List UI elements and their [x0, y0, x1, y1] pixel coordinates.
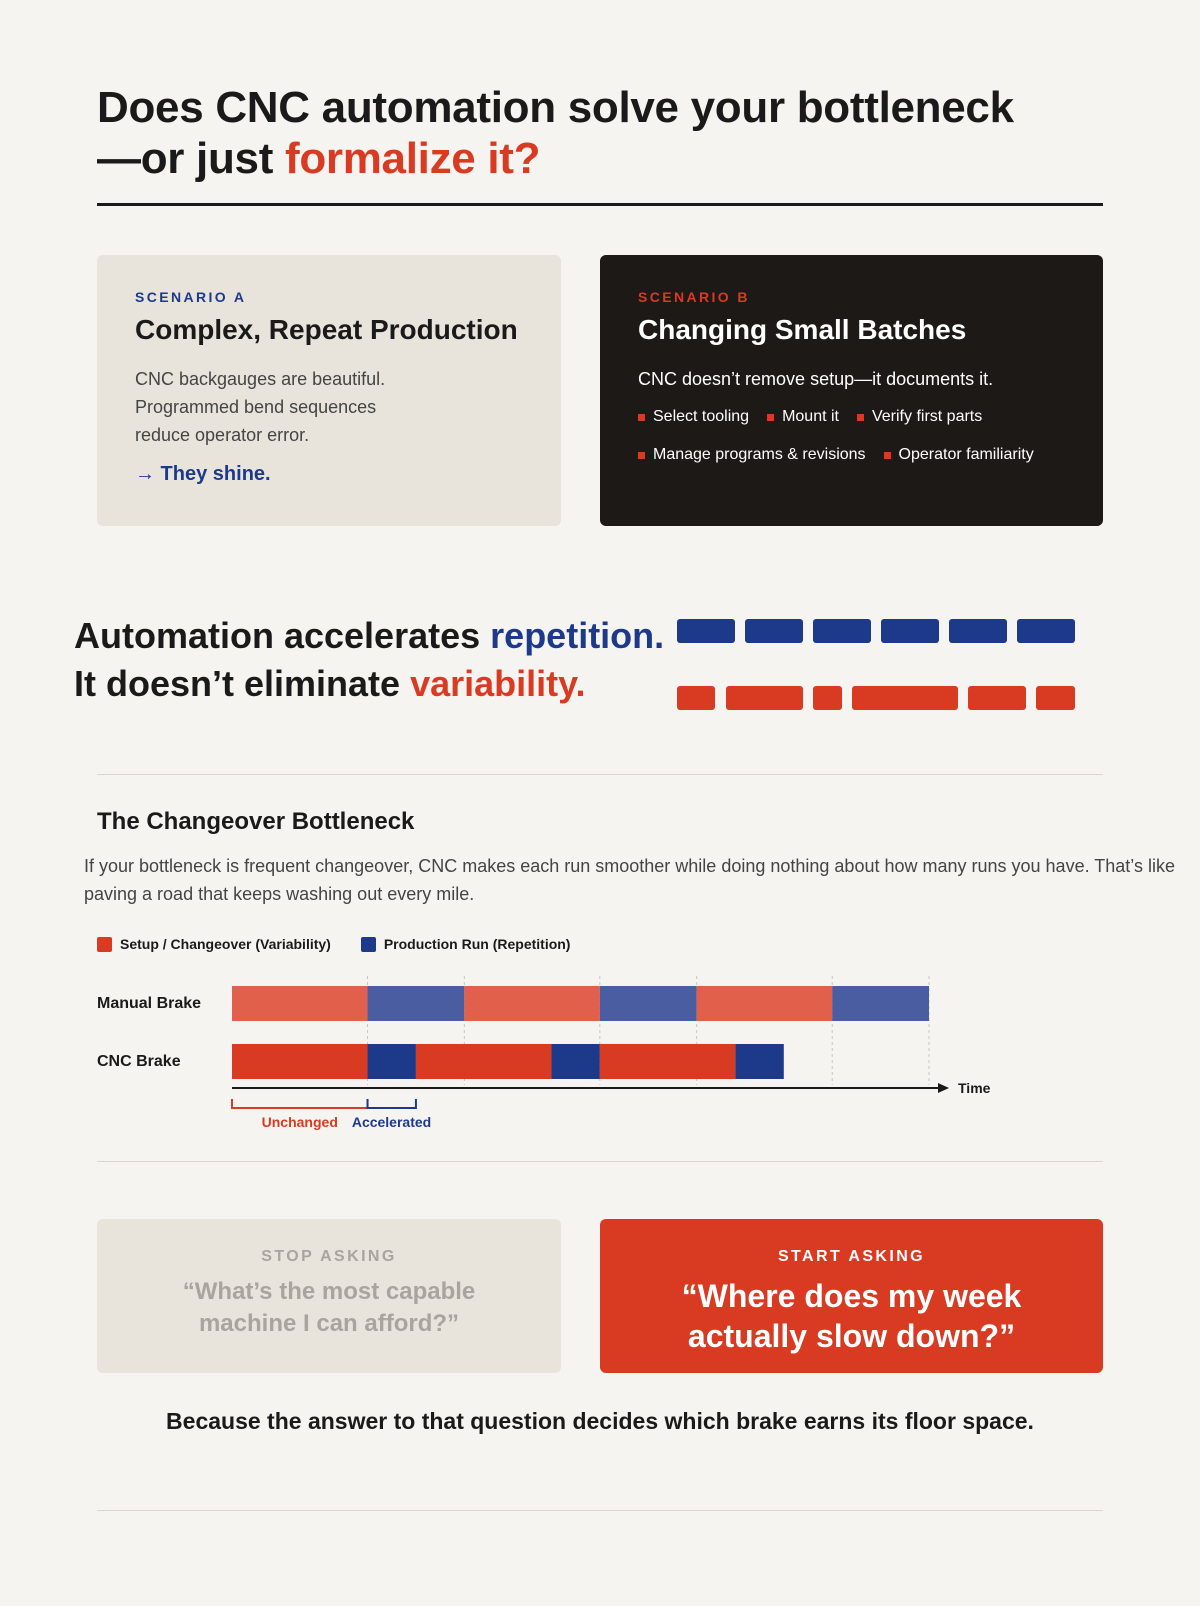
scenario-a-conclusion: → They shine. — [135, 463, 271, 485]
scenario-b-body: CNC doesn’t remove setup—it documents it. — [638, 369, 994, 389]
changeover-body: If your bottleneck is frequent changeover, CNC makes each run smoother while doing nothing about how many runs you have. That’s like paving a road that keeps washing out every mile. — [84, 856, 1175, 904]
tagline-line-2-prefix: It doesn’t eliminate — [74, 663, 411, 704]
tag-label: Mount it — [782, 408, 839, 425]
setup-bar-cnc — [416, 1044, 552, 1079]
run-bar-cnc — [368, 1044, 416, 1079]
run-bar-cnc — [735, 1044, 783, 1079]
annotation-unchanged: Unchanged — [261, 1114, 338, 1130]
run-bar-manual — [600, 986, 697, 1021]
scenario-a-body: CNC backgauges are beautiful. Programmed bend sequences reduce operator error. — [135, 369, 386, 445]
setup-bar-cnc — [232, 1044, 368, 1079]
title-line-2-prefix: —or just — [97, 134, 285, 183]
section-divider — [97, 1161, 1103, 1162]
time-axis-arrow-icon — [938, 1083, 949, 1093]
chart-brackets — [232, 1099, 416, 1108]
legend-label-setup: Setup / Changeover (Variability) — [120, 936, 331, 952]
title-line-1: Does CNC automation solve your bottleneck — [97, 83, 1014, 132]
run-bar-manual — [832, 986, 929, 1021]
scenario-b-title: Changing Small Batches — [638, 314, 967, 345]
stop-asking-question: “What’s the most capable machine I can afford?” — [182, 1278, 476, 1337]
setup-bar-manual — [464, 986, 600, 1021]
tag-label: Verify first parts — [871, 408, 983, 425]
run-bar-manual — [368, 986, 465, 1021]
bracket-accelerated — [368, 1099, 416, 1108]
row-label-manual: Manual Brake — [97, 995, 202, 1012]
row-label-cnc: CNC Brake — [97, 1053, 181, 1070]
time-axis-label: Time — [958, 1080, 991, 1096]
bracket-unchanged — [232, 1099, 368, 1108]
tag-label: Select tooling — [653, 408, 750, 425]
start-asking-eyebrow: START ASKING — [777, 1248, 926, 1265]
tag-label: Manage programs & revisions — [653, 446, 866, 463]
tag-label: Operator familiarity — [898, 446, 1034, 463]
setup-bar-cnc — [600, 1044, 736, 1079]
setup-bar-manual — [697, 986, 833, 1021]
changeover-title: The Changeover Bottleneck — [97, 808, 415, 835]
scenario-a-title: Complex, Repeat Production — [135, 314, 518, 345]
setup-bar-manual — [232, 986, 368, 1021]
tagline-line-1-prefix: Automation accelerates — [74, 615, 491, 656]
title-highlight: formalize it? — [284, 134, 541, 183]
run-bar-cnc — [551, 1044, 599, 1079]
start-asking-card — [600, 1219, 1103, 1373]
stop-asking-eyebrow: STOP ASKING — [261, 1248, 397, 1265]
legend-label-run: Production Run (Repetition) — [383, 936, 571, 952]
scenario-b-eyebrow: SCENARIO B — [638, 289, 750, 305]
tagline-repetition: repetition. — [490, 615, 665, 656]
chart-bars — [232, 986, 929, 1079]
stop-asking-card — [97, 1219, 561, 1373]
scenario-a-eyebrow: SCENARIO A — [135, 289, 247, 305]
annotation-accelerated: Accelerated — [351, 1114, 432, 1130]
tagline-variability: variability. — [410, 663, 586, 704]
start-asking-question: “Where does my week actually slow down?” — [681, 1278, 1022, 1354]
footer-divider — [97, 1510, 1103, 1511]
closing-statement: Because the answer to that question decides which brake earns its floor space. — [166, 1408, 1034, 1434]
